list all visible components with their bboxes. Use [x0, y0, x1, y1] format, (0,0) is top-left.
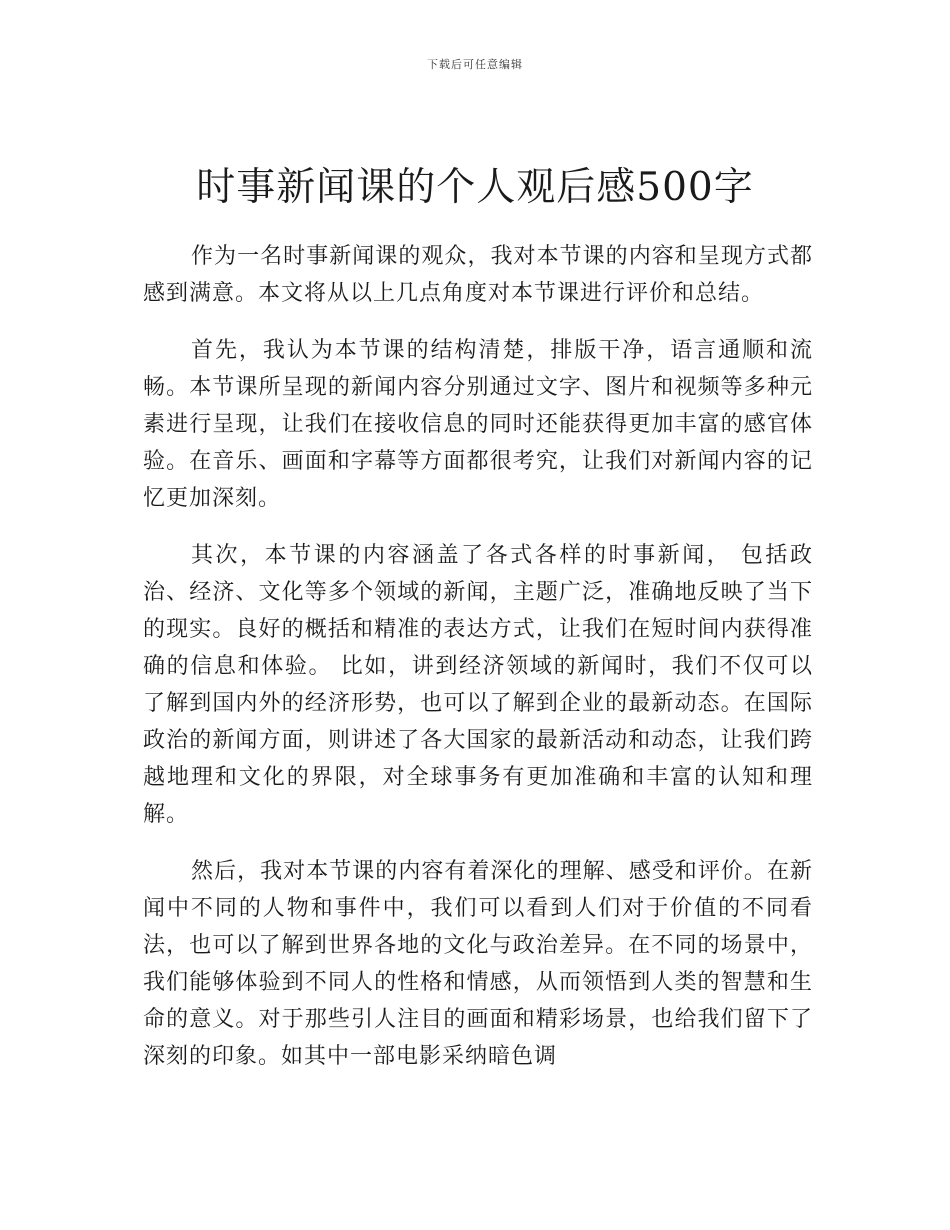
paragraph-third: 然后，我对本节课的内容有着深化的理解、感受和评价。在新闻中不同的人物和事件中，我们可以看到人们对于价值的不同看法，也可以了解到世界各地的文化与政治差异。在不同的场景中，我们能够体验到不同人的性格和情感，从而领悟到人类的智慧和生命的意义。对于那些引人注目的画面和精彩场景，也给我们留下了深刻的印象。如其中一部电影采纳暗色调 — [143, 859, 813, 1069]
paragraph-intro: 作为一名时事新闻课的观众，我对本节课的内容和呈现方式都感到满意。本文将从以上几点角度对本节课进行评价和总结。 — [143, 244, 813, 306]
document-title: 时事新闻课的个人观后感500字 — [196, 165, 754, 210]
paragraph-second: 其次，本节课的内容涵盖了各式各样的时事新闻， 包括政治、经济、文化等多个领域的新闻，主题广泛，准确地反映了当下的现实。良好的概括和精准的表达方式，让我们在短时间内获得准确的信息和体验。 比如，讲到经济领域的新闻时，我们不仅可以了解到国内外的经济形势，也可以了解到企业的最新动态。在国际政治的新闻方面，则讲述了各大国家的最新活动和动态，让我们跨越地理和文化的界限，对全球事务有更加准确和丰富的认知和理解。 — [143, 543, 813, 827]
page-header: 下载后可任意编辑 — [427, 58, 523, 71]
document-body — [143, 238, 813, 1095]
paragraph-first: 首先，我认为本节课的结构清楚，排版干净，语言通顺和流畅。本节课所呈现的新闻内容分别通过文字、图片和视频等多种元素进行呈现，让我们在接收信息的同时还能获得更加丰富的感官体验。在音乐、画面和字幕等方面都很考究，让我们对新闻内容的记忆更加深刻。 — [143, 338, 813, 511]
